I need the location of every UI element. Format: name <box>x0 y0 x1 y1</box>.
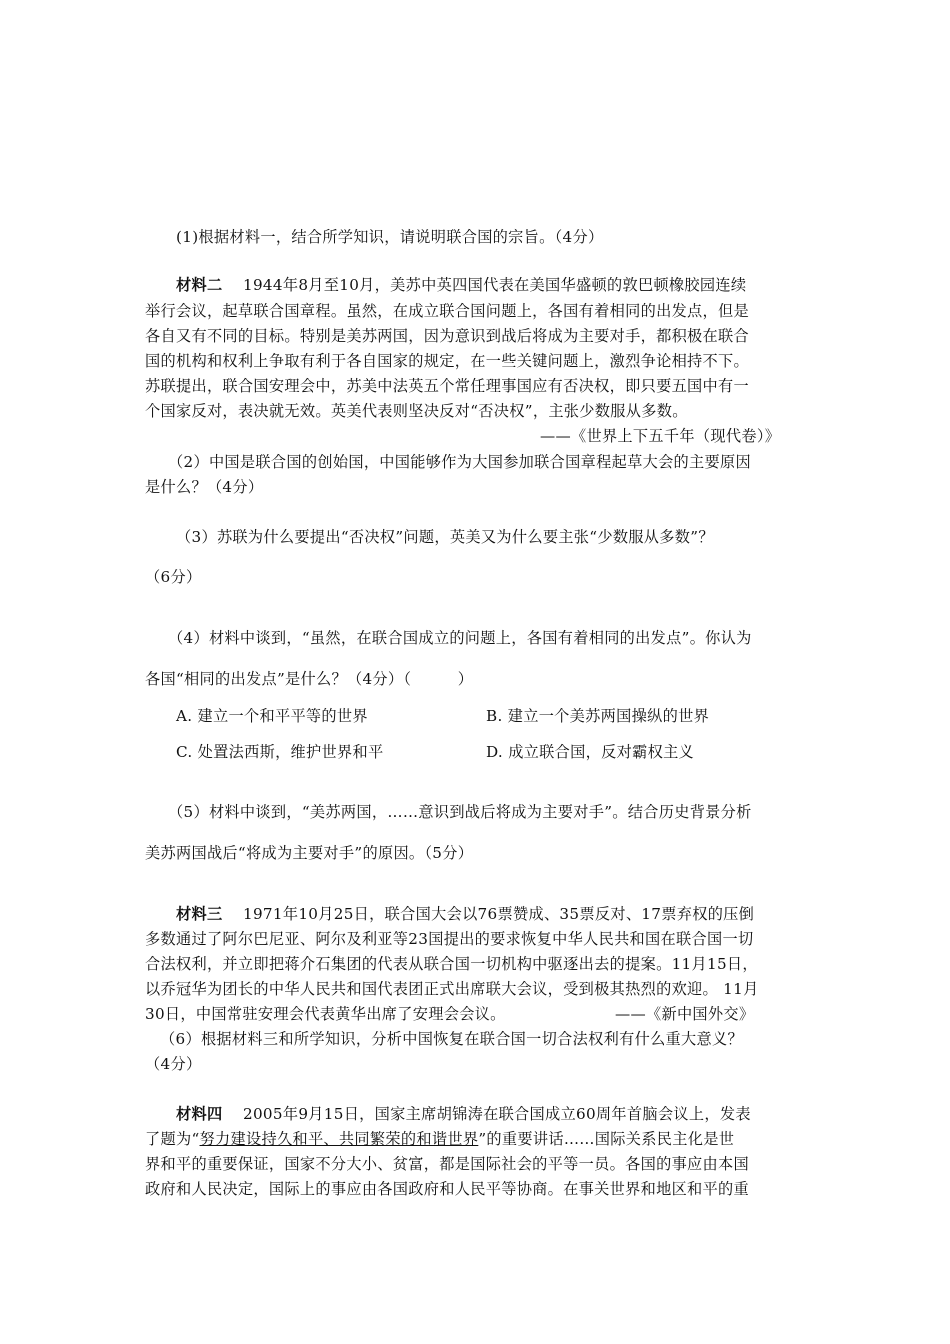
material-4-line-2: 了题为“努力建设持久和平、共同繁荣的和谐世界”的重要讲话……国际关系民主化是世 <box>145 1130 735 1148</box>
question-1: (1)根据材料一，结合所学知识，请说明联合国的宗旨。（4分） <box>176 228 604 246</box>
question-4-line-1: （4）材料中谈到，“虽然，在联合国成立的问题上，各国有着相同的出发点”。你认为 <box>168 629 752 647</box>
material-2-source: ——《世界上下五千年（现代卷）》 <box>540 427 781 445</box>
option-d: D. 成立联合国，反对霸权主义 <box>486 743 695 761</box>
question-6-line-2: （4分） <box>145 1055 202 1073</box>
option-a: A. 建立一个和平平等的世界 <box>176 707 368 725</box>
material-2-title: 材料二 <box>176 276 223 294</box>
material-3-title: 材料三 <box>176 905 223 923</box>
material-2-line-6: 个国家反对，表决就无效。英美代表则坚决反对“否决权”，主张少数服从多数。 <box>145 402 688 420</box>
material-2-line-4: 国的机构和权利上争取有利于各自国家的规定，在一些关键问题上，激烈争论相持不下。 <box>145 352 750 370</box>
material-4-title: 材料四 <box>176 1105 223 1123</box>
material-4-line-1: 材料四 2005年9月15日，国家主席胡锦涛在联合国成立60周年首脑会议上，发表 <box>176 1105 751 1123</box>
material-3-line-3: 合法权利，并立即把蒋介石集团的代表从联合国一切机构中驱逐出去的提案。11月15日， <box>145 955 758 973</box>
material-3-line-1: 材料三 1971年10月25日，联合国大会以76票赞成、35票反对、17票弃权的压倒 <box>176 905 755 923</box>
material-3-line-4: 以乔冠华为团长的中华人民共和国代表团正式出席联大会议，受到极其热烈的欢迎。 11月 <box>145 980 759 998</box>
option-c: C. 处置法西斯，维护世界和平 <box>176 743 384 761</box>
material-2-line-3: 各自又有不同的目标。特别是美苏两国，因为意识到战后将成为主要对手，都积极在联合 <box>145 327 750 345</box>
material-4-line-3: 界和平的重要保证，国家不分大小、贫富，都是国际社会的平等一员。各国的事应由本国 <box>145 1155 750 1173</box>
question-3-line-1: （3）苏联为什么要提出“否决权”问题，英美又为什么要主张“少数服从多数”？ <box>176 528 714 546</box>
question-2-line-1: （2）中国是联合国的创始国，中国能够作为大国参加联合国章程起草大会的主要原因 <box>168 453 751 471</box>
speech-title: 努力建设持久和平、共同繁荣的和谐世界 <box>199 1130 479 1148</box>
material-2-line-2: 举行会议，起草联合国章程。虽然，在成立联合国问题上，各国有着相同的出发点，但是 <box>145 302 750 320</box>
material-4-line-4: 政府和人民决定，国际上的事应由各国政府和人民平等协商。在事关世界和地区和平的重 <box>145 1180 750 1198</box>
material-3-line-2: 多数通过了阿尔巴尼亚、阿尔及利亚等23国提出的要求恢复中华人民共和国在联合国一切 <box>145 930 754 948</box>
question-5-line-2: 美苏两国战后“将成为主要对手”的原因。（5分） <box>145 844 474 862</box>
question-4-line-2: 各国“相同的出发点”是什么？（4分）（ ） <box>145 670 474 688</box>
question-3-line-2: （6分） <box>145 568 202 586</box>
material-3-source: ——《新中国外交》 <box>615 1005 755 1023</box>
material-3-line-5: 30日，中国常驻安理会代表黄华出席了安理会会议。 <box>145 1005 506 1023</box>
question-5-line-1: （5）材料中谈到，“美苏两国，……意识到战后将成为主要对手”。结合历史背景分析 <box>168 803 752 821</box>
question-2-line-2: 是什么？（4分） <box>145 478 264 496</box>
option-b: B. 建立一个美苏两国操纵的世界 <box>486 707 710 725</box>
question-6-line-1: （6）根据材料三和所学知识，分析中国恢复在联合国一切合法权利有什么重大意义？ <box>160 1030 743 1048</box>
material-2-line-1: 材料二 1944年8月至10月，美苏中英四国代表在美国华盛顿的敦巴顿橡胶园连续 <box>176 276 747 294</box>
material-2-line-5: 苏联提出，联合国安理会中，苏美中法英五个常任理事国应有否决权，即只要五国中有一 <box>145 377 750 395</box>
